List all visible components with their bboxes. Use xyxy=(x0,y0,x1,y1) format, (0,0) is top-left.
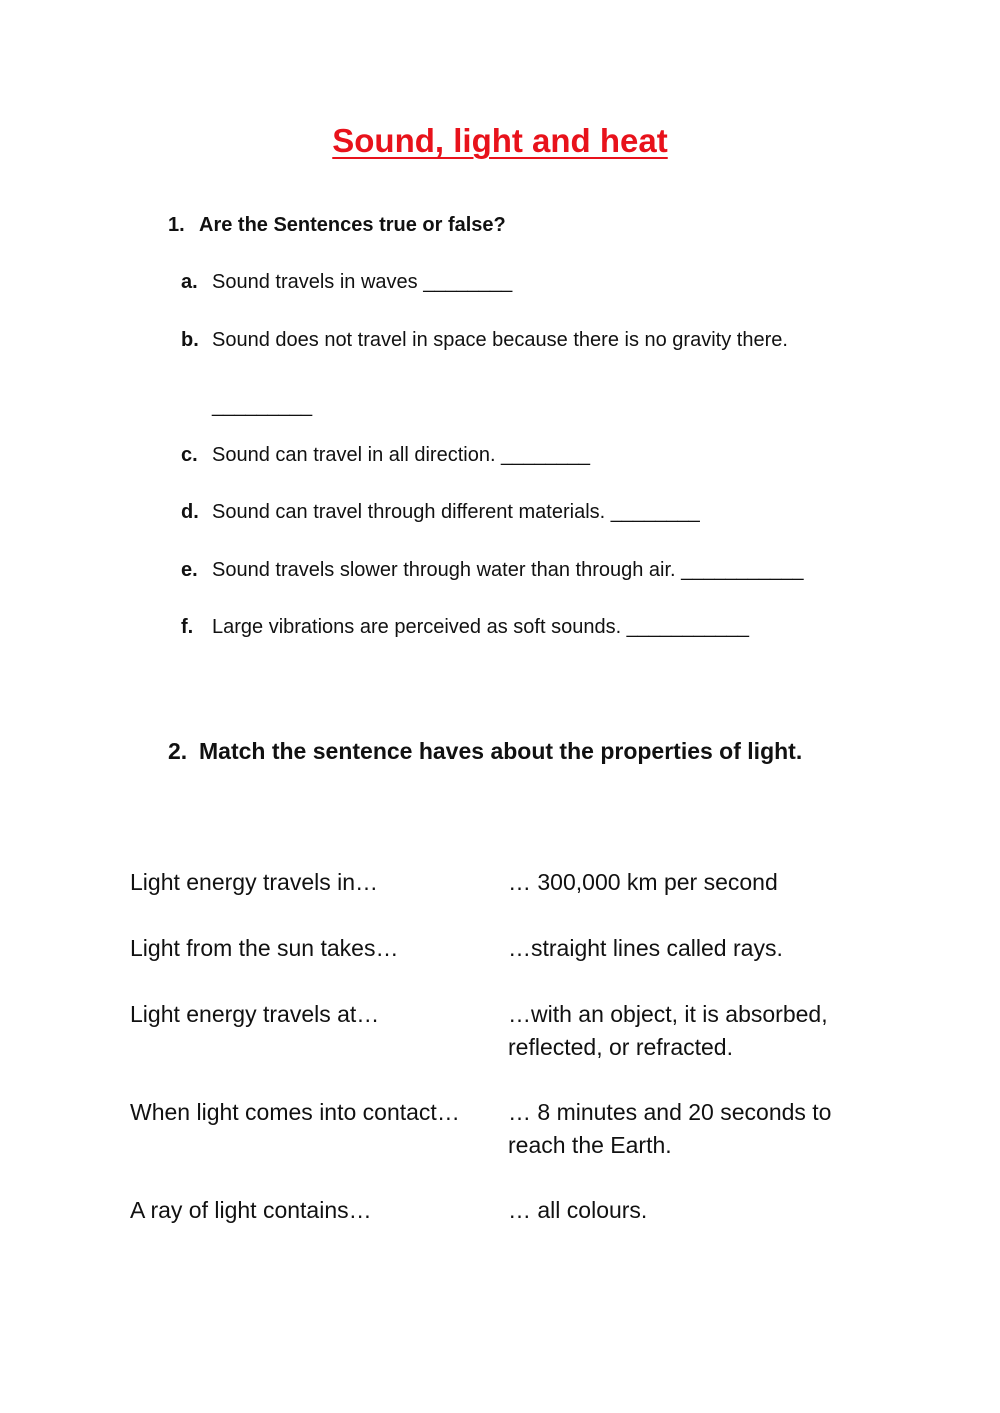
question-number: 1. xyxy=(168,214,185,236)
item-text: Sound does not travel in space because there is no gravity there. xyxy=(212,329,788,351)
match-left-item: A ray of light contains… xyxy=(130,1197,372,1223)
list-item xyxy=(181,616,749,639)
answer-blank: _________ xyxy=(212,395,313,417)
list-item xyxy=(181,559,804,582)
match-right-item: …with an object, it is absorbed, reflected, or refracted. xyxy=(508,1001,828,1060)
list-item xyxy=(181,271,512,294)
list-item xyxy=(181,329,788,352)
item-letter: f. xyxy=(181,616,194,638)
question-2-heading xyxy=(168,738,802,765)
match-right-item: … 300,000 km per second xyxy=(508,869,778,895)
match-right-item: …straight lines called rays. xyxy=(508,935,783,961)
item-letter: d. xyxy=(181,501,199,523)
match-right-item: … 8 minutes and 20 seconds to reach the Earth. xyxy=(508,1099,832,1158)
item-letter: a. xyxy=(181,271,198,293)
item-text: Sound can travel through different materials. ________ xyxy=(212,501,700,523)
item-text: Sound travels in waves ________ xyxy=(212,271,513,293)
match-right-item: … all colours. xyxy=(508,1197,648,1223)
item-text: Sound can travel in all direction. ________ xyxy=(212,444,591,466)
item-text: Sound travels slower through water than through air. ___________ xyxy=(212,559,804,581)
item-letter: c. xyxy=(181,444,198,466)
question-prompt: Match the sentence haves about the properties of light. xyxy=(199,738,803,764)
match-left-item: Light from the sun takes… xyxy=(130,935,399,961)
question-number: 2. xyxy=(168,738,188,764)
question-prompt: Are the Sentences true or false? xyxy=(199,214,506,236)
item-letter: b. xyxy=(181,329,199,351)
match-left-item: Light energy travels in… xyxy=(130,869,379,895)
list-item xyxy=(181,444,590,467)
match-left-item: When light comes into contact… xyxy=(130,1099,460,1125)
page-title: Sound, light and heat xyxy=(332,122,668,159)
match-left-item: Light energy travels at… xyxy=(130,1001,380,1027)
list-item xyxy=(181,501,700,524)
item-text: Large vibrations are perceived as soft sounds. ___________ xyxy=(212,616,750,638)
item-letter: e. xyxy=(181,559,198,581)
question-1-heading xyxy=(168,214,506,237)
